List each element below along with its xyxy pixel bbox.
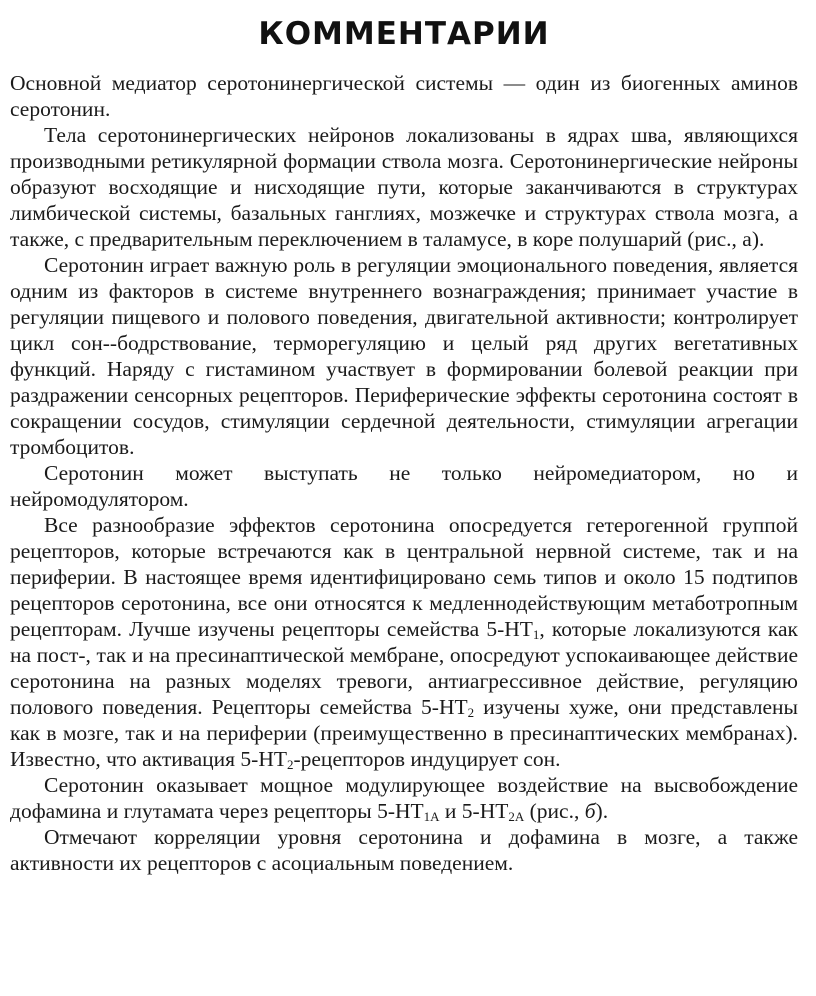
paragraph-3: Серотонин играет важную роль в регуляции эмоционального поведения, является одним из факторов в системе внутреннего вознаграждения; принимает участие в регуляции пищевого и полового поведения, двигательной активности; контролирует цикл сон--бодрствование, терморегуляцию и целый ряд других вегетативных функций. Наряду с гистамином участвует в формировании болевой реакции при раздражении сенсорных рецепторов. Периферические эффекты серотонина состоят в сокращении сосудов, стимуляции сердечной деятельности, стимуляции агрегации тромбоцитов. xyxy=(10,253,798,459)
paragraph-5-sub-1: 1 xyxy=(532,627,540,642)
paragraph-5 xyxy=(10,512,798,772)
paragraph-5-text-a: Все разнообразие эффектов серотонина опосредуется гетерогенной группой рецепторов, которые встречаются как в центральной нервной системе, так и на периферии. В настоящее время идентифицировано семь типов и около 15 подтипов рецепторов серотонина, все они относятся к медленнодействующим метаботропным рецепторам. Лучше изучены рецепторы семейства 5-HT xyxy=(10,513,798,641)
paragraph-6-text-d: ). xyxy=(595,799,609,823)
paragraph-1: Основной медиатор серотонинергической системы — один из биогенных аминов серотонин. xyxy=(10,71,798,121)
paragraph-5-sub-3: 2 xyxy=(286,757,294,772)
paragraph-2: Тела серотонинергических нейронов локализованы в ядрах шва, являющихся производными ретикулярной формации ствола мозга. Серотонинергические нейроны образуют восходящие и нисходящие пути, которые заканчиваются в структурах лимбической системы, базальных ганглиях, мозжечке и структурах ствола мозга, а также, с предварительным переключением в таламусе, в коре полушарий (рис., а). xyxy=(10,123,798,251)
paragraph-6-sub-1: 1A xyxy=(423,809,440,824)
paragraph-5-text-c: изучены хуже, они представлены как в мозге, так и на периферии (преимущественно в пресинаптических мембранах). Известно, что активация 5-HT xyxy=(10,695,798,771)
paragraph-5-text-d: -рецепторов индуцирует сон. xyxy=(293,747,561,771)
paragraph-6-text-c: (рис., xyxy=(524,799,585,823)
page-title: КОММЕНТАРИИ xyxy=(258,16,550,52)
paragraph-5-sub-2: 2 xyxy=(467,705,475,720)
paragraph-6-sub-2: 2A xyxy=(508,809,525,824)
paragraph-6 xyxy=(10,772,798,824)
paragraph-6-figure-ref: б xyxy=(584,799,596,823)
paragraph-6-text-a: Серотонин оказывает мощное модулирующее воздействие на высвобождение дофамина и глутамата через рецепторы 5-HT xyxy=(10,773,798,823)
paragraph-7: Отмечают корреляции уровня серотонина и дофамина в мозге, а также активности их рецепторов с асоциальным поведением. xyxy=(10,825,798,875)
paragraph-5-text-b: , которые локализуются как на пост-, так и на пресинаптической мембране, опосредуют успокаивающее действие серотонина на разных моделях тревоги, антиагрессивное действие, регуляцию полового поведения. Рецепторы семейства 5-HT xyxy=(10,617,798,719)
paragraph-6-text-b: и 5-HT xyxy=(439,799,509,823)
paragraph-4: Серотонин может выступать не только нейромедиатором, но и нейромодулятором. xyxy=(10,461,798,511)
